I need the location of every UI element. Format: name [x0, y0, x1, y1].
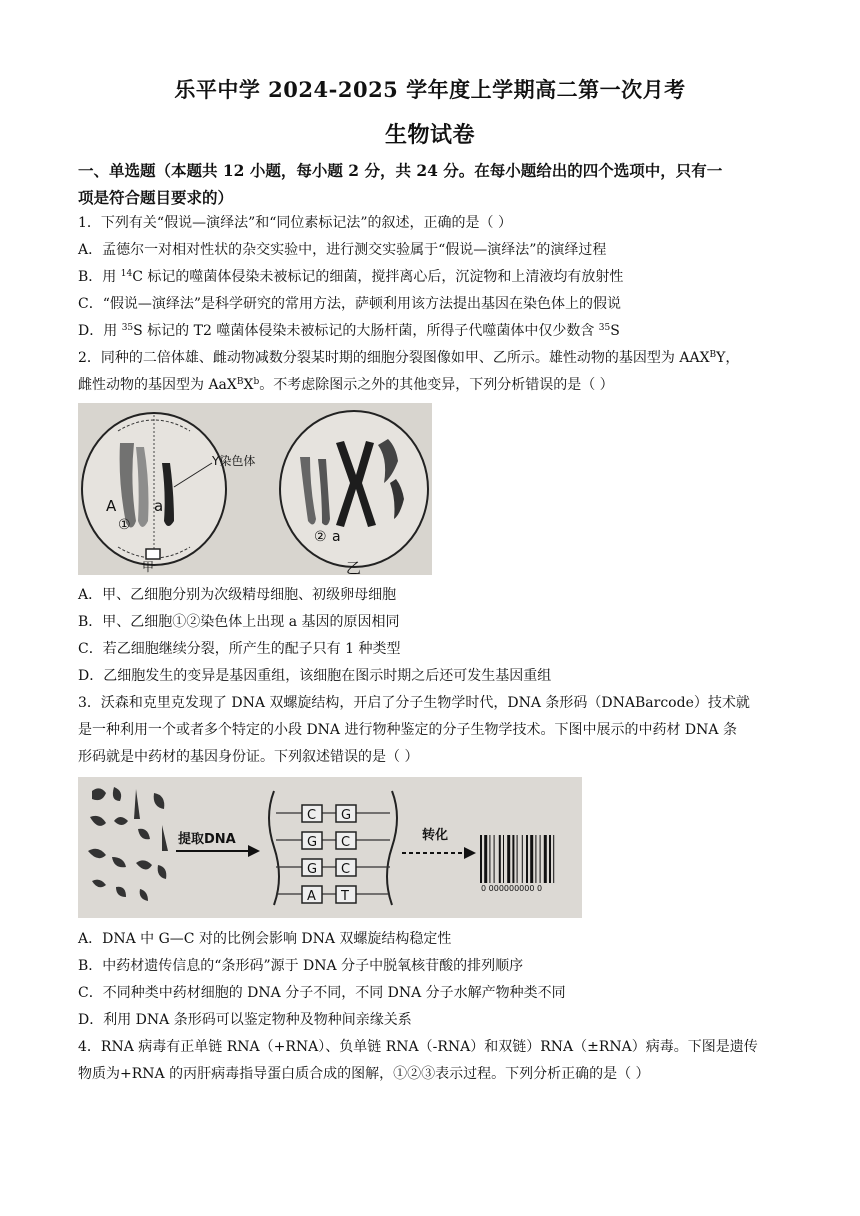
label-yi: 乙: [346, 559, 362, 575]
section-heading: [78, 157, 790, 211]
q2-option-a: A．甲、乙细胞分别为次级精母细胞、初级卵母细胞: [78, 587, 397, 603]
q1-option-a: A．孟德尔一对相对性状的杂交实验中，进行测交实验属于“假说—演绎法”的演绎过程: [78, 242, 607, 258]
dna-barcode-drawing: [78, 777, 582, 918]
base-3-right: C: [341, 862, 351, 877]
q2-option-d: D．乙细胞发生的变异是基因重组，该细胞在图示时期之后还可发生基因重组: [78, 668, 552, 684]
q3-option-c: C．不同种类中药材细胞的 DNA 分子不同，不同 DNA 分子水解产物种类不同: [78, 985, 566, 1001]
q3-option-d: D．利用 DNA 条形码可以鉴定物种及物种间亲缘关系: [78, 1012, 412, 1028]
cell-division-figure: [78, 403, 432, 575]
label-mark-2: ②: [314, 529, 327, 545]
base-4-left: A: [307, 889, 316, 904]
section-heading-line1: 一、单选题（本题共 12 小题，每小题 2 分，共 24 分。在每小题给出的四个选项中，只有一: [78, 161, 723, 180]
barcode-bar: [517, 835, 518, 883]
label-gene-a-yi: a: [332, 529, 341, 545]
label-convert: 转化: [422, 828, 449, 843]
barcode-bar: [484, 835, 487, 883]
q3-option-b: B．中药材遗传信息的“条形码”源于 DNA 分子中脱氧核苷酸的排列顺序: [78, 958, 524, 974]
base-1-left: C: [307, 808, 317, 823]
label-gene-a-jia: a: [154, 497, 164, 515]
q3-stem-line2: 是一种利用一个或者多个特定的小段 DNA 进行物种鉴定的分子生物学技术。下图中展示的中药材 DNA 条: [78, 722, 737, 738]
barcode-bar: [512, 835, 514, 883]
label-gene-A-left: A: [106, 497, 117, 515]
barcode-bar: [499, 835, 501, 883]
q1-option-c: C．“假说—演绎法”是科学研究的常用方法，萨顿利用该方法提出基因在染色体上的假说: [78, 296, 622, 312]
q3-stem-line1: 3．沃森和克里克发现了 DNA 双螺旋结构，开启了分子生物学时代，DNA 条形码（DNABarcode）技术就: [78, 695, 750, 711]
exam-title: 乐平中学 2024-2025 学年度上学期高二第一次月考: [174, 77, 686, 102]
section-heading-line2: 项是符合题目要求的）: [78, 188, 234, 207]
q2-stem-line1: 2．同种的二倍体雄、雌动物减数分裂某时期的细胞分裂图像如甲、乙所示。雄性动物的基因型为 $AAX^BY$，: [78, 350, 740, 366]
base-4-right: T: [341, 889, 349, 904]
barcode-bar: [553, 835, 554, 883]
label-jia: 甲: [142, 560, 155, 574]
barcode-bar: [503, 835, 504, 883]
base-2-left: G: [307, 835, 318, 850]
barcode-bar: [489, 835, 490, 883]
q3-option-a: A．DNA 中 G—C 对的比例会影响 DNA 双螺旋结构稳定性: [78, 931, 452, 947]
barcode-bar: [480, 835, 482, 883]
q1-stem: 1．下列有关“假说—演绎法”和“同位素标记法”的叙述，正确的是（ ）: [78, 215, 512, 231]
barcode-bar: [540, 835, 541, 883]
dna-barcode-figure: [78, 777, 582, 918]
barcode-bar: [549, 835, 551, 883]
barcode-bar: [494, 835, 495, 883]
q3-stem-line3: 形码就是中药材的基因身份证。下列叙述错误的是（ ）: [78, 749, 419, 765]
base-1-right: G: [341, 808, 352, 823]
barcode-bar: [522, 835, 523, 883]
cell-division-drawing: [78, 403, 432, 575]
label-y-chromosome: Y染色体: [212, 454, 256, 468]
barcode-bar: [544, 835, 547, 883]
barcode-bar: [507, 835, 510, 883]
barcode-digits: 0 000000000 0: [481, 884, 543, 893]
q2-stem-line2: 雌性动物的基因型为 $AaX^BX^b$。不考虑除图示之外的其他变异，下列分析错误的是（ ）: [78, 377, 614, 393]
q1-option-b: B．用 $^{14}$C 标记的噬菌体侵染未被标记的细菌，搅拌离心后，沉淀物和上清液均有放射性: [78, 269, 624, 285]
barcode-bar: [526, 835, 528, 883]
base-2-right: C: [341, 835, 351, 850]
q4-stem-line2: 物质为+RNA 的丙肝病毒指导蛋白质合成的图解，①②③表示过程。下列分析正确的是（ ）: [78, 1066, 650, 1082]
q1-option-d: D．用 $^{35}$S 标记的 T2 噬菌体侵染未被标记的大肠杆菌，所得子代噬菌体中仅少数含 $^{35}$S: [78, 323, 620, 339]
q2-option-b: B．甲、乙细胞①②染色体上出现 a 基因的原因相同: [78, 614, 400, 630]
barcode-bar: [535, 835, 536, 883]
barcode-bar: [530, 835, 533, 883]
label-extract-dna: 提取DNA: [178, 832, 236, 847]
q4-stem-line1: 4．RNA 病毒有正单链 RNA（+RNA）、负单链 RNA（-RNA）和双链）RNA（±RNA）病毒。下图是遗传: [78, 1039, 758, 1055]
exam-subtitle: 生物试卷: [384, 122, 475, 148]
q2-option-c: C．若乙细胞继续分裂，所产生的配子只有 1 种类型: [78, 641, 401, 657]
label-mark-1: ①: [118, 517, 131, 533]
base-3-left: G: [307, 862, 318, 877]
